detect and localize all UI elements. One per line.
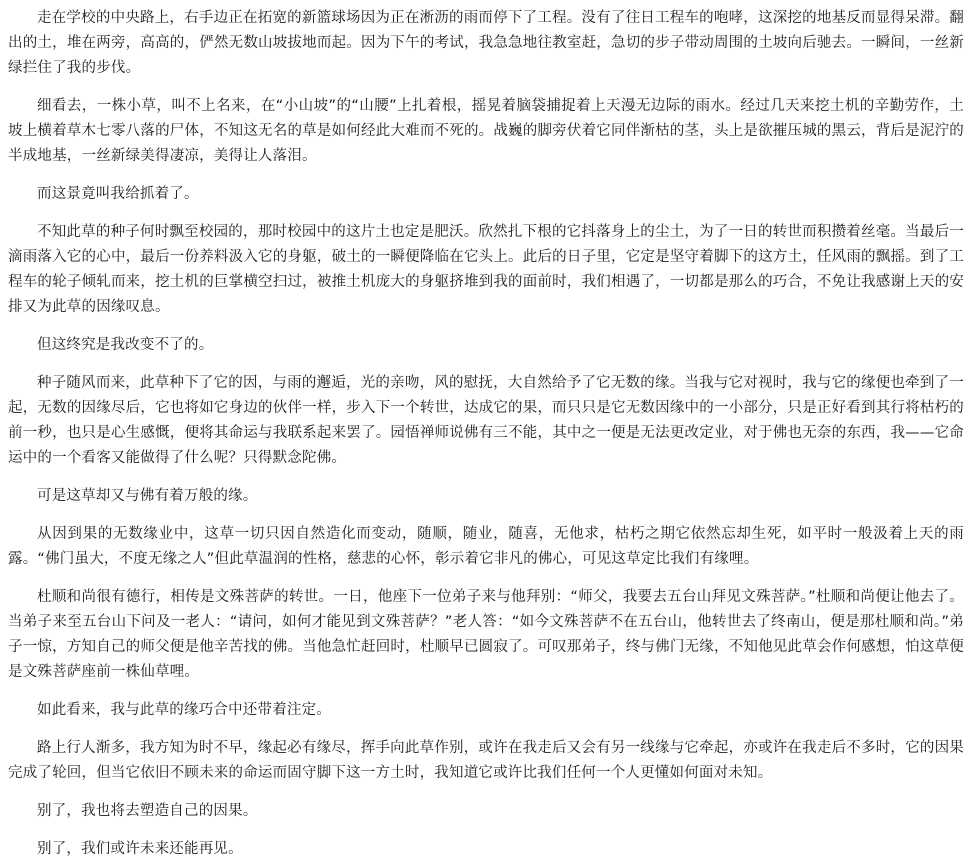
paragraph: 如此看来，我与此草的缘巧合中还带着注定。 <box>37 702 331 718</box>
paragraph: 别了，我们或许未来还能再见。 <box>37 841 243 857</box>
paragraph: 细看去，一株小草，叫不上名来，在“小山坡”的“山腰”上扎着根，摇晃着脑袋捕捉着上天漫无边际的雨水。经过几天来挖土机的辛勤劳作，土坡上横着草木七零八落的尸体，不知这无名的草是如何经此大难而不死的。战巍的脚旁伏着它同伴渐枯的茎，头上是欲摧压城的黑云，背后是泥泞的半成地基，一丝新绿美得凄凉，美得让人落泪。 <box>8 98 964 164</box>
paragraph: 可是这草却又与佛有着万般的缘。 <box>37 488 258 504</box>
paragraph: 但这终究是我改变不了的。 <box>37 337 214 353</box>
paragraph: 从因到果的无数缘业中，这草一切只因自然造化而变动，随顺，随业，随喜，无他求，枯朽之期它依然忘却生死，如平时一般汲着上天的雨露。“佛门虽大，不度无缘之人”但此草温润的性格，慈悲的心怀，彰示着它非凡的佛心，可见这草定比我们有缘哩。 <box>8 526 964 567</box>
paragraph: 路上行人渐多，我方知为时不早，缘起必有缘尽，挥手向此草作别，或许在我走后又会有另一线缘与它牵起，亦或许在我走后不多时，它的因果完成了轮回，但当它依旧不顾未来的命运而固守脚下这一方土时，我知道它或许比我们任何一个人更懂如何面对未知。 <box>8 740 964 781</box>
paragraph: 种子随风而来，此草种下了它的因，与雨的邂逅，光的亲吻，风的慰抚，大自然给予了它无数的缘。当我与它对视时，我与它的缘便也牵到了一起，无数的因缘尽后，它也将如它身边的伙伴一样，步入下一个转世，达成它的果，而只只是它无数因缘中的一小部分，只是正好看到其行将枯朽的前一秒，也只是心生感慨，便将其命运与我联系起来罢了。园悟禅师说佛有三不能，其中之一便是无法更改定业，对于佛也无奈的东西，我——它命运中的一个看客又能做得了什么呢？只得默念陀佛。 <box>8 375 964 466</box>
paragraph: 走在学校的中央路上，右手边正在拓宽的新篮球场因为正在淅沥的雨而停下了工程。没有了往日工程车的咆哮，这深挖的地基反而显得呆滞。翻出的土，堆在两旁，高高的，俨然无数山坡拔地而起。因为下午的考试，我急急地往教室赶，急切的步子带动周围的土坡向后驰去。一瞬间，一丝新绿拦住了我的步伐。 <box>8 10 964 76</box>
paragraph: 而这景竟叫我给抓着了。 <box>37 186 199 202</box>
paragraph: 不知此草的种子何时飘至校园的，那时校园中的这片土也定是肥沃。欣然扎下根的它抖落身上的尘土，为了一日的转世而积攒着丝毫。当最后一滴雨落入它的心中，最后一份养料汲入它的身躯，破土的一瞬便降临在它头上。此后的日子里，它定是坚守着脚下的这方土，任风雨的飘摇。到了工程车的轮子倾轧而来，挖土机的巨掌横空扫过，被推土机庞大的身躯挤堆到我的面前时，我们相遇了，一切都是那么的巧合，不免让我感谢上天的安排又为此草的因缘叹息。 <box>8 224 964 315</box>
paragraph: 杜顺和尚很有德行，相传是文殊菩萨的转世。一日，他座下一位弟子来与他拜别：“师父，我要去五台山拜见文殊菩萨。”杜顺和尚便让他去了。当弟子来至五台山下问及一老人：“请问，如何才能见到文殊菩萨？”老人答：“如今文殊菩萨不在五台山，他转世去了终南山，便是那杜顺和尚。”弟子一惊，方知自己的师父便是他辛苦找的佛。当他急忙赶回时，杜顺早已圆寂了。可叹那弟子，终与佛门无缘，不知他见此草会作何感想，怕这草便是文殊菩萨座前一株仙草哩。 <box>8 589 964 680</box>
paragraph: 别了，我也将去塑造自己的因果。 <box>37 803 258 819</box>
